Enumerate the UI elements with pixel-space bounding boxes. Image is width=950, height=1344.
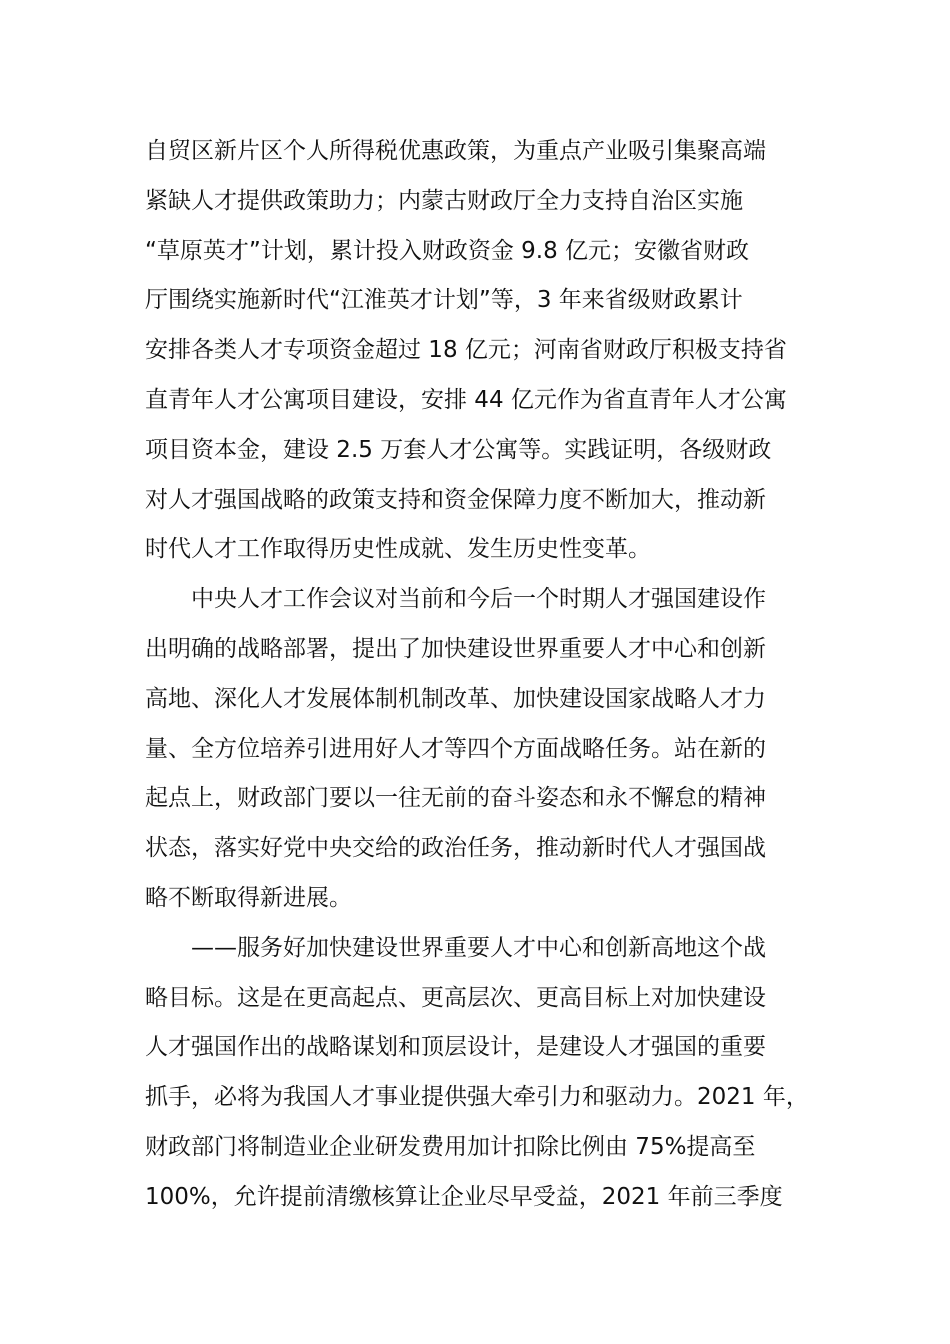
text-line: 直青年人才公寓项目建设，安排 44 亿元作为省直青年人才公寓 [145,386,787,413]
text-line: 状态，落实好党中央交给的政治任务，推动新时代人才强国战 [145,835,766,862]
paragraph-first-line: 中央人才工作会议对当前和今后一个时期人才强国建设作 [191,586,766,613]
text-line: 财政部门将制造业企业研发费用加计扣除比例由 75%提高至 [145,1133,756,1160]
paragraph-first-line: ——服务好加快建设世界重要人才中心和创新高地这个战 [191,934,766,961]
text-line: 对人才强国战略的政策支持和资金保障力度不断加大，推动新 [145,486,766,513]
text-line: 起点上，财政部门要以一往无前的奋斗姿态和永不懈怠的精神 [145,785,766,812]
text-line: 紧缺人才提供政策助力；内蒙古财政厅全力支持自治区实施 [145,187,743,214]
text-line: 时代人才工作取得历史性成就、发生历史性变革。 [145,536,651,563]
text-line: “草原英才”计划，累计投入财政资金 9.8 亿元；安徽省财政 [145,237,750,264]
text-line: 抓手，必将为我国人才事业提供强大牵引力和驱动力。2021 年， [145,1084,809,1111]
text-line: 人才强国作出的战略谋划和顶层设计，是建设人才强国的重要 [145,1034,766,1061]
text-line: 自贸区新片区个人所得税优惠政策，为重点产业吸引集聚高端 [145,138,766,164]
text-line: 项目资本金，建设 2.5 万套人才公寓等。实践证明，各级财政 [145,436,772,463]
text-line: 安排各类人才专项资金超过 18 亿元；河南省财政厅积极支持省 [145,337,787,364]
text-line: 100%，允许提前清缴核算让企业尽早受益，2021 年前三季度 [145,1183,783,1210]
text-line: 高地、深化人才发展体制机制改革、加快建设国家战略人才力 [145,685,766,712]
text-line: 出明确的战略部署，提出了加快建设世界重要人才中心和创新 [145,635,766,662]
text-line: 厅围绕实施新时代“江淮英才计划”等，3 年来省级财政累计 [145,287,743,314]
text-line: 略目标。这是在更高起点、更高层次、更高目标上对加快建设 [145,984,766,1011]
body-text [145,127,810,1223]
text-line: 量、全方位培养引进用好人才等四个方面战略任务。站在新的 [145,735,766,762]
text-line: 略不断取得新进展。 [145,884,352,911]
